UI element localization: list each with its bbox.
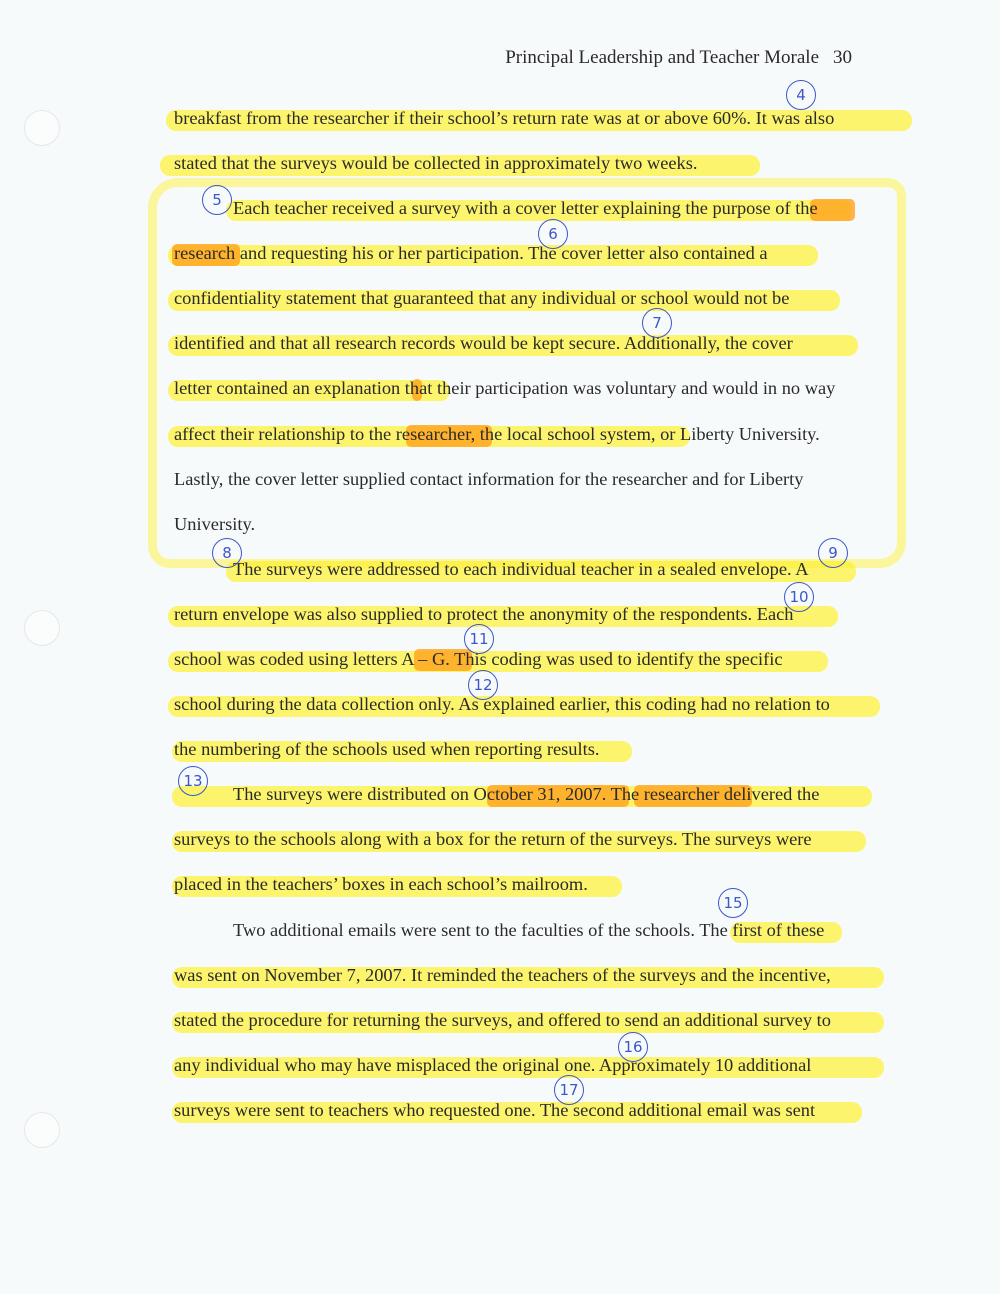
annotation-circle: 10 [784, 582, 814, 612]
text-line: surveys to the schools along with a box for the return of the surveys. The surveys were [174, 829, 812, 849]
punch-hole [24, 610, 60, 646]
text-line: confidentiality statement that guaranteed that any individual or school would not be [174, 288, 790, 308]
text-line: identified and that all research records would be kept secure. Additionally, the cover [174, 333, 793, 353]
text-line: return envelope was also supplied to protect the anonymity of the respondents. Each [174, 604, 794, 624]
annotation-circle: 15 [718, 888, 748, 918]
text-line: The surveys were distributed on October 31, 2007. The researcher delivered the [233, 784, 820, 804]
text-line: University. [174, 514, 256, 534]
annotation-circle: 5 [202, 185, 232, 215]
running-title: Principal Leadership and Teacher Morale [505, 47, 819, 68]
text-line: stated the procedure for returning the surveys, and offered to send an additional survey to [174, 1010, 831, 1030]
annotation-circle: 16 [618, 1032, 648, 1062]
text-line: affect their relationship to the researcher, the local school system, or Liberty University. [174, 424, 820, 444]
punch-hole [24, 1112, 60, 1148]
text-line: the numbering of the schools used when reporting results. [174, 739, 600, 759]
punch-hole [24, 110, 60, 146]
text-line: research and requesting his or her participation. The cover letter also contained a [174, 243, 768, 263]
annotation-circle: 4 [786, 80, 816, 110]
text-line: letter contained an explanation that their participation was voluntary and would in no way [174, 378, 836, 398]
text-line: surveys were sent to teachers who requested one. The second additional email was sent [174, 1100, 816, 1120]
text-line: school was coded using letters A – G. This coding was used to identify the specific [174, 649, 783, 669]
text-line: placed in the teachers’ boxes in each school’s mailroom. [174, 874, 588, 894]
text-line: was sent on November 7, 2007. It reminded the teachers of the surveys and the incentive, [174, 965, 831, 985]
text-line: Two additional emails were sent to the faculties of the schools. The first of these [233, 920, 825, 940]
text-line: breakfast from the researcher if their school’s return rate was at or above 60%. It was also [174, 108, 835, 128]
highlight-bracket [148, 178, 906, 568]
page-number: 30 [833, 47, 852, 68]
annotation-circle: 13 [178, 766, 208, 796]
annotation-circle: 6 [538, 219, 568, 249]
annotation-circle: 12 [468, 670, 498, 700]
text-line: Lastly, the cover letter supplied contact information for the researcher and for Liberty [174, 469, 804, 489]
annotation-circle: 7 [642, 308, 672, 338]
text-line: school during the data collection only. As explained earlier, this coding had no relation to [174, 694, 830, 714]
text-line: any individual who may have misplaced the original one. Approximately 10 additional [174, 1055, 812, 1075]
running-header [505, 47, 852, 69]
annotation-circle: 11 [464, 624, 494, 654]
text-line: The surveys were addressed to each individual teacher in a sealed envelope. A [233, 559, 809, 579]
text-line: Each teacher received a survey with a cover letter explaining the purpose of the [233, 198, 818, 218]
text-line: stated that the surveys would be collected in approximately two weeks. [174, 153, 698, 173]
annotation-circle: 17 [554, 1075, 584, 1105]
annotation-circle: 9 [818, 538, 848, 568]
annotation-circle: 8 [212, 538, 242, 568]
